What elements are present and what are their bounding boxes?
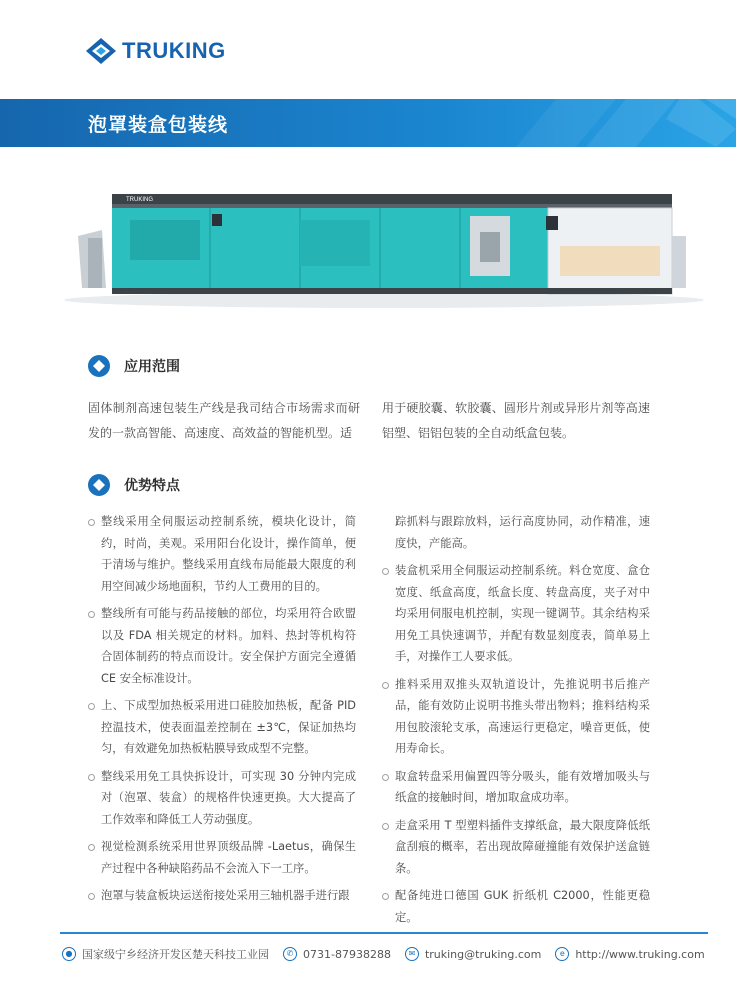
feature-item: 配备纯进口德国 GUK 折纸机 C2000，性能更稳定。	[382, 885, 650, 928]
advantages-section-header	[88, 473, 180, 497]
features-right-column	[382, 511, 650, 934]
footer-address: ● 国家级宁乡经济开发区楚天科技工业园	[62, 946, 269, 962]
bullet-icon	[88, 703, 95, 710]
page-title: 泡罩装盒包装线	[88, 114, 229, 136]
globe-icon: e	[555, 947, 569, 961]
application-text-right: 用于硬胶囊、软胶囊、圆形片剂或异形片剂等高速铝塑、铝铝包装的全自动纸盒包装。	[382, 401, 650, 440]
bullet-icon	[88, 774, 95, 781]
machine-image	[60, 176, 708, 316]
feature-item: 上、下成型加热板采用进口硅胶加热板，配备 PID 控温技术，使表面温差控制在 ±3℃，保证加热均匀，有效避免加热板粘膜导致成型不完整。	[88, 695, 356, 760]
mail-icon: ✉	[405, 947, 419, 961]
logo-badge-icon	[88, 474, 110, 496]
brand-name: TRUKING	[122, 38, 226, 63]
feature-item: 走盒采用 T 型塑料插件支撑纸盒，最大限度降低纸盒刮痕的概率，若出现故障碰撞能有效保护送盒链条。	[382, 815, 650, 880]
bullet-icon	[88, 611, 95, 618]
feature-item: 泡罩与装盒板块运送衔接处采用三轴机器手进行跟	[88, 885, 356, 907]
banner-decoration	[476, 99, 736, 147]
bullet-icon	[382, 568, 389, 575]
footer-phone: ✆ 0731-87938288	[283, 947, 391, 961]
logo-badge-icon	[88, 355, 110, 377]
bullet-icon	[88, 844, 95, 851]
bullet-icon	[88, 893, 95, 900]
bullet-icon	[382, 893, 389, 900]
feature-item: 取盒转盘采用偏置四等分吸头，能有效增加吸头与纸盒的接触时间，增加取盒成功率。	[382, 766, 650, 809]
application-title: 应用范围	[124, 359, 180, 375]
advantages-title: 优势特点	[124, 478, 180, 494]
location-icon: ●	[62, 947, 76, 961]
bullet-icon	[382, 823, 389, 830]
feature-item: 整线采用全伺服运动控制系统，模块化设计，简约，时尚，美观。采用阳台化设计，操作简单，便于清场与维护。整线采用直线布局能最大限度的利用空间减少场地面积，节约人工费用的目的。	[88, 511, 356, 597]
feature-item: 视觉检测系统采用世界顶级品牌 -Laetus，确保生产过程中各种缺陷药品不会流入下一工序。	[88, 836, 356, 879]
feature-item: 整线所有可能与药品接触的部位，均采用符合欧盟以及 FDA 相关规定的材料。加料、热封等机构符合固体制药的特点而设计。安全保护方面完全遵循 CE 安全标准设计。	[88, 603, 356, 689]
footer-email[interactable]: ✉ truking@truking.com	[405, 947, 541, 961]
title-banner	[0, 99, 736, 147]
phone-icon: ✆	[283, 947, 297, 961]
application-section-header	[88, 354, 180, 378]
feature-item: 推料采用双推头双轨道设计，先推说明书后推产品，能有效防止说明书推头带出物料；推料结构采用包胶滚轮支承，高速运行更稳定，噪音更低，使用寿命长。	[382, 674, 650, 760]
brand-logo	[86, 37, 226, 65]
application-text-left: 固体制剂高速包装生产线是我司结合市场需求而研发的一款高智能、高速度、高效益的智能机型。适	[88, 401, 360, 440]
bullet-icon	[88, 519, 95, 526]
footer	[62, 946, 719, 962]
footer-website[interactable]: e http://www.truking.com	[555, 947, 704, 961]
footer-divider	[60, 932, 708, 934]
svg-text:TRUKING: TRUKING	[126, 197, 153, 203]
feature-item: 装盒机采用全伺服运动控制系统。料仓宽度、盒仓宽度、纸盒高度，纸盒长度、转盘高度，夹子对中均采用伺服电机控制，实现一键调节。其余结构采用免工具快速调节，并配有数显刻度表，简单易上手，对操作工人要求低。	[382, 560, 650, 668]
features-left-column	[88, 511, 356, 913]
truking-logo-icon	[86, 38, 116, 64]
feature-item: 整线采用免工具快拆设计，可实现 30 分钟内完成对（泡罩、装盒）的规格件快速更换。大大提高了工作效率和降低工人劳动强度。	[88, 766, 356, 831]
feature-item-continuation: 踪抓料与跟踪放料，运行高度协同，动作精准，速度快，产能高。	[395, 515, 650, 550]
bullet-icon	[382, 682, 389, 689]
bullet-icon	[382, 774, 389, 781]
